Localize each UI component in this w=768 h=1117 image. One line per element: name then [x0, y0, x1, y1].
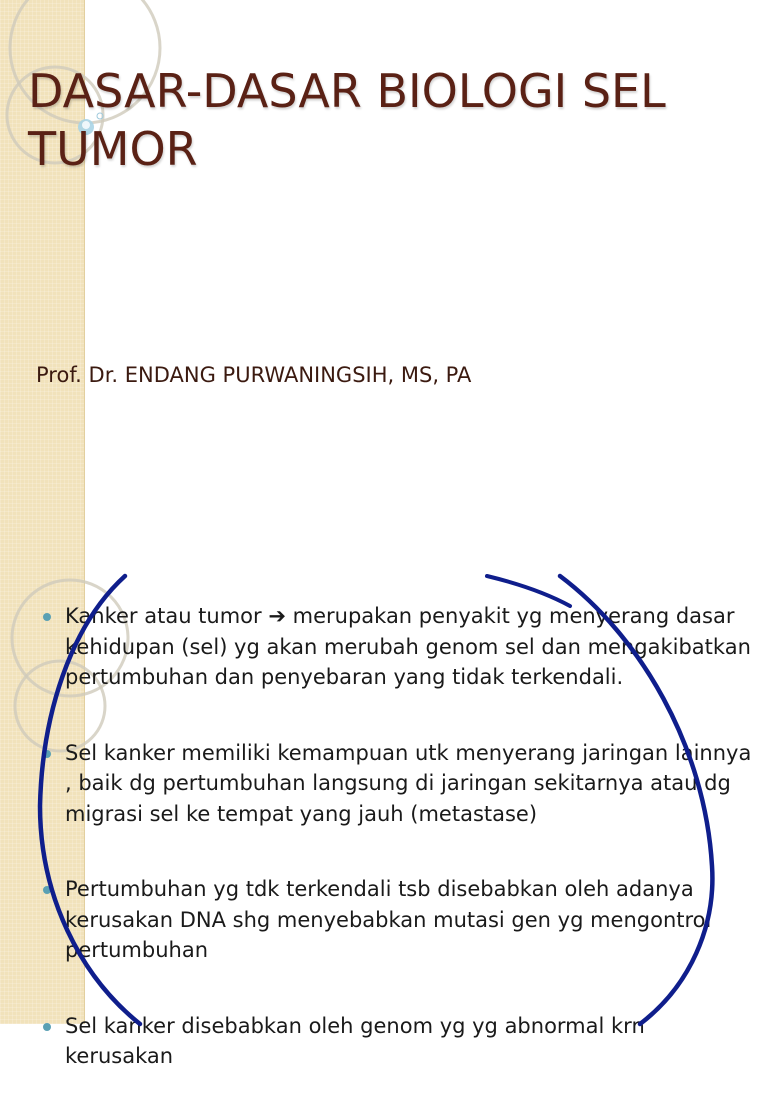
bullet-text: Sel kanker memiliki kemampuan utk menyerang jaringan lainnya , baik dg pertumbuhan langsung di jaringan sekitarnya atau dg migrasi sel ke tempat yang jauh (metastase) [65, 740, 752, 826]
bullet-list [42, 601, 752, 1117]
content-slide [0, 576, 768, 1068]
bullet-dot-icon [43, 613, 51, 621]
bullet-item [42, 1011, 752, 1072]
author-name: Prof. Dr. ENDANG PURWANINGSIH, MS, PA [36, 363, 472, 387]
bullet-dot-icon [43, 750, 51, 758]
bullet-item [42, 738, 752, 830]
bullet-text: Kanker atau tumor [65, 604, 269, 628]
right-arrow-icon: ➔ [268, 604, 286, 628]
bullet-text: Pertumbuhan yg tdk terkendali tsb disebabkan oleh adanya kerusakan DNA shg menyebabkan mutasi gen yg mengontrol pertumbuhan [65, 877, 712, 962]
bullet-item [42, 874, 752, 966]
slide-title: DASAR-DASAR BIOLOGI SEL TUMOR [28, 64, 666, 176]
bullet-dot-icon [43, 1023, 51, 1031]
bullet-text: Sel kanker disebabkan oleh genom yg yg abnormal krn kerusakan [65, 1013, 645, 1068]
bullet-text: merupakan penyakit yg menyerang dasar kehidupan (sel) yg akan merubah genom sel dan mengakibatkan pertumbuhan dan penyebaran yang tidak terkendali. [65, 604, 751, 689]
bullet-dot-icon [43, 886, 51, 894]
bullet-item [42, 601, 752, 693]
